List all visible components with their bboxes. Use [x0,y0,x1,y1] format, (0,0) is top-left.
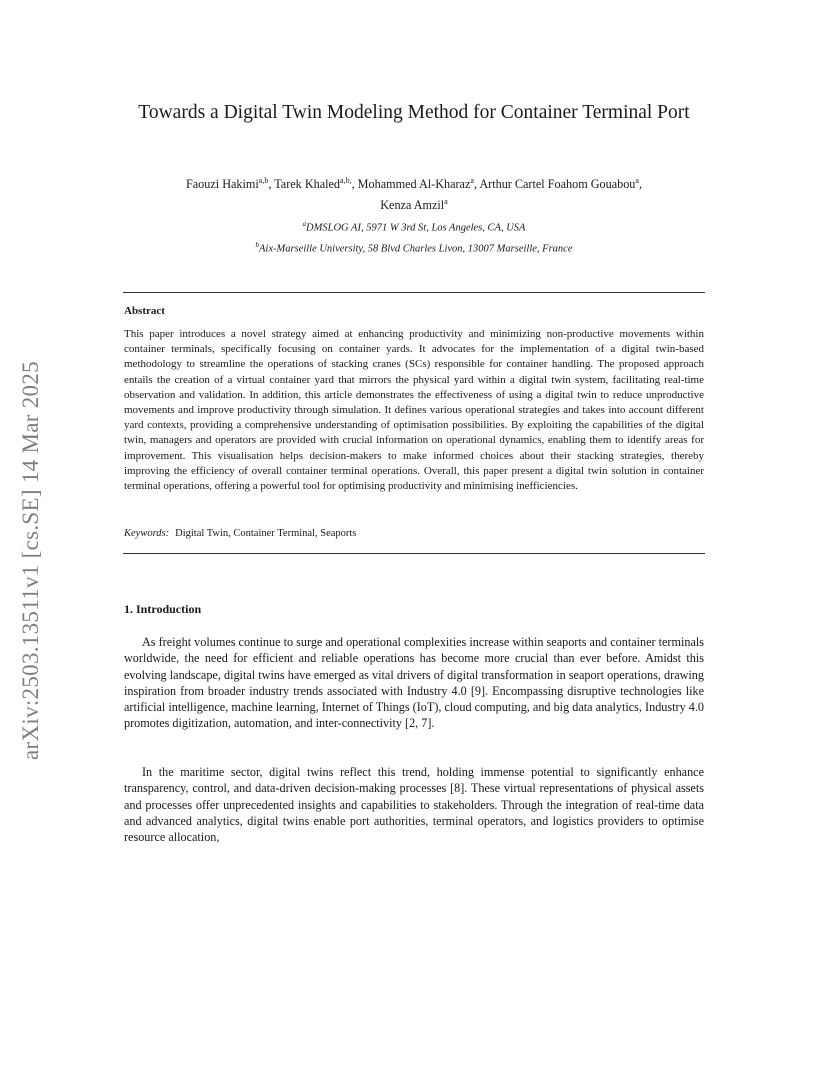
affiliation-mark: a [302,220,307,228]
affiliation-text: DMSLOG AI, 5971 W 3rd St, Los Angeles, CA, USA [306,222,526,234]
keywords [124,528,704,539]
author-separator: , [351,177,358,192]
author [358,177,480,191]
author-affiliation-mark: a,b [258,176,269,185]
author [479,177,642,191]
author [274,177,357,191]
intro-paragraph: In the maritime sector, digital twins reflect this trend, holding immense potential to significantly enhance transparency, control, and data-driven decision-making processes [8]. These virtual representations of physical assets and processes offer unprecedented insights and capabilities to stakeholders. Through the integration of real-time data and advanced analytics, digital twins enable port authorities, terminal operators, and logistics providers to optimise resource allocation, [124,765,704,845]
section-heading-introduction: 1. Introduction [124,602,202,616]
author [186,177,274,191]
author-affiliation-mark: a,b, [340,176,352,185]
affiliation [120,216,708,237]
keywords-label: Keywords: [124,528,170,539]
author-list [110,172,718,214]
paper-title: Towards a Digital Twin Modeling Method for Container Terminal Port [138,102,690,123]
author-name: Faouzi Hakimi [185,177,259,192]
author-affiliation-mark: a [444,197,448,207]
affiliation-list [120,216,708,257]
abstract-top-rule [123,292,705,293]
author-separator: , [473,177,480,192]
abstract-body: This paper introduces a novel strategy aimed at enhancing productivity and minimizing non-productive movements within container terminals, specifically focusing on container yards. It advocates for the implementation of a digital twin-based methodology to streamline the operations of stacking cranes (SCs) responsible for container handling. The proposed approach entails the creation of a virtual container yard that mirrors the physical yard within a digital twin system, facilitating real-time observation and validation. In addition, this article demonstrates the effectiveness of using a digital twin to reduce unproductive movements and improve productivity through simulation. It defines various operational strategies and takes into account different yard contexts, providing a comprehensive understanding of optimisation possibilities. By exploiting the capabilities of the digital twin, managers and operators are provided with crucial information on operational dynamics, enabling them to identify areas for improvement. This visualisation helps decision-makers to make informed choices about their stacking strategies, thereby improving the efficiency of overall container terminal operations. Overall, this paper present a digital twin solution in container terminal operations, offering a powerful tool for optimising productivity and minimising inefficiencies. [124,328,704,493]
keywords-value: Digital Twin, Container Terminal, Seaports [175,528,357,539]
author-name: Kenza Amzil [380,198,445,213]
author-affiliation-mark: a [635,176,639,185]
affiliation [120,237,708,258]
author-affiliation-mark: a [470,176,474,185]
intro-paragraph: As freight volumes continue to surge and operational complexities increase within seaports and container terminals worldwide, the need for efficient and reliable operations has become more crucial than ever before. Amidst this evolving landscape, digital twins have emerged as vital drivers of digital transformation in seaport operations, drawing inspiration from broader industry trends associated with Industry 4.0 [9]. Encompassing disruptive technologies like artificial intelligence, machine learning, Internet of Things (IoT), cloud computing, and big data analytics, Industry 4.0 promotes digitization, automation, and inter-connectivity [2, 7]. [124,635,704,731]
affiliation-mark: b [255,240,259,249]
author-name: Arthur Cartel Foahom Gouabou [479,177,636,192]
abstract-heading: Abstract [124,305,165,317]
affiliation-text: Aix-Marseille University, 58 Blvd Charles Livon, 13007 Marseille, France [259,243,573,254]
author-name: Tarek Khaled [274,177,341,192]
author-separator: , [638,177,643,192]
author-name: Mohammed Al-Kharaz [357,177,471,192]
author [380,198,448,212]
abstract-bottom-rule [123,553,705,554]
author-separator: , [268,177,275,192]
arxiv-identifier-stamp[interactable]: arXiv:2503.13511v1 [cs.SE] 14 Mar 2025 [18,361,43,760]
